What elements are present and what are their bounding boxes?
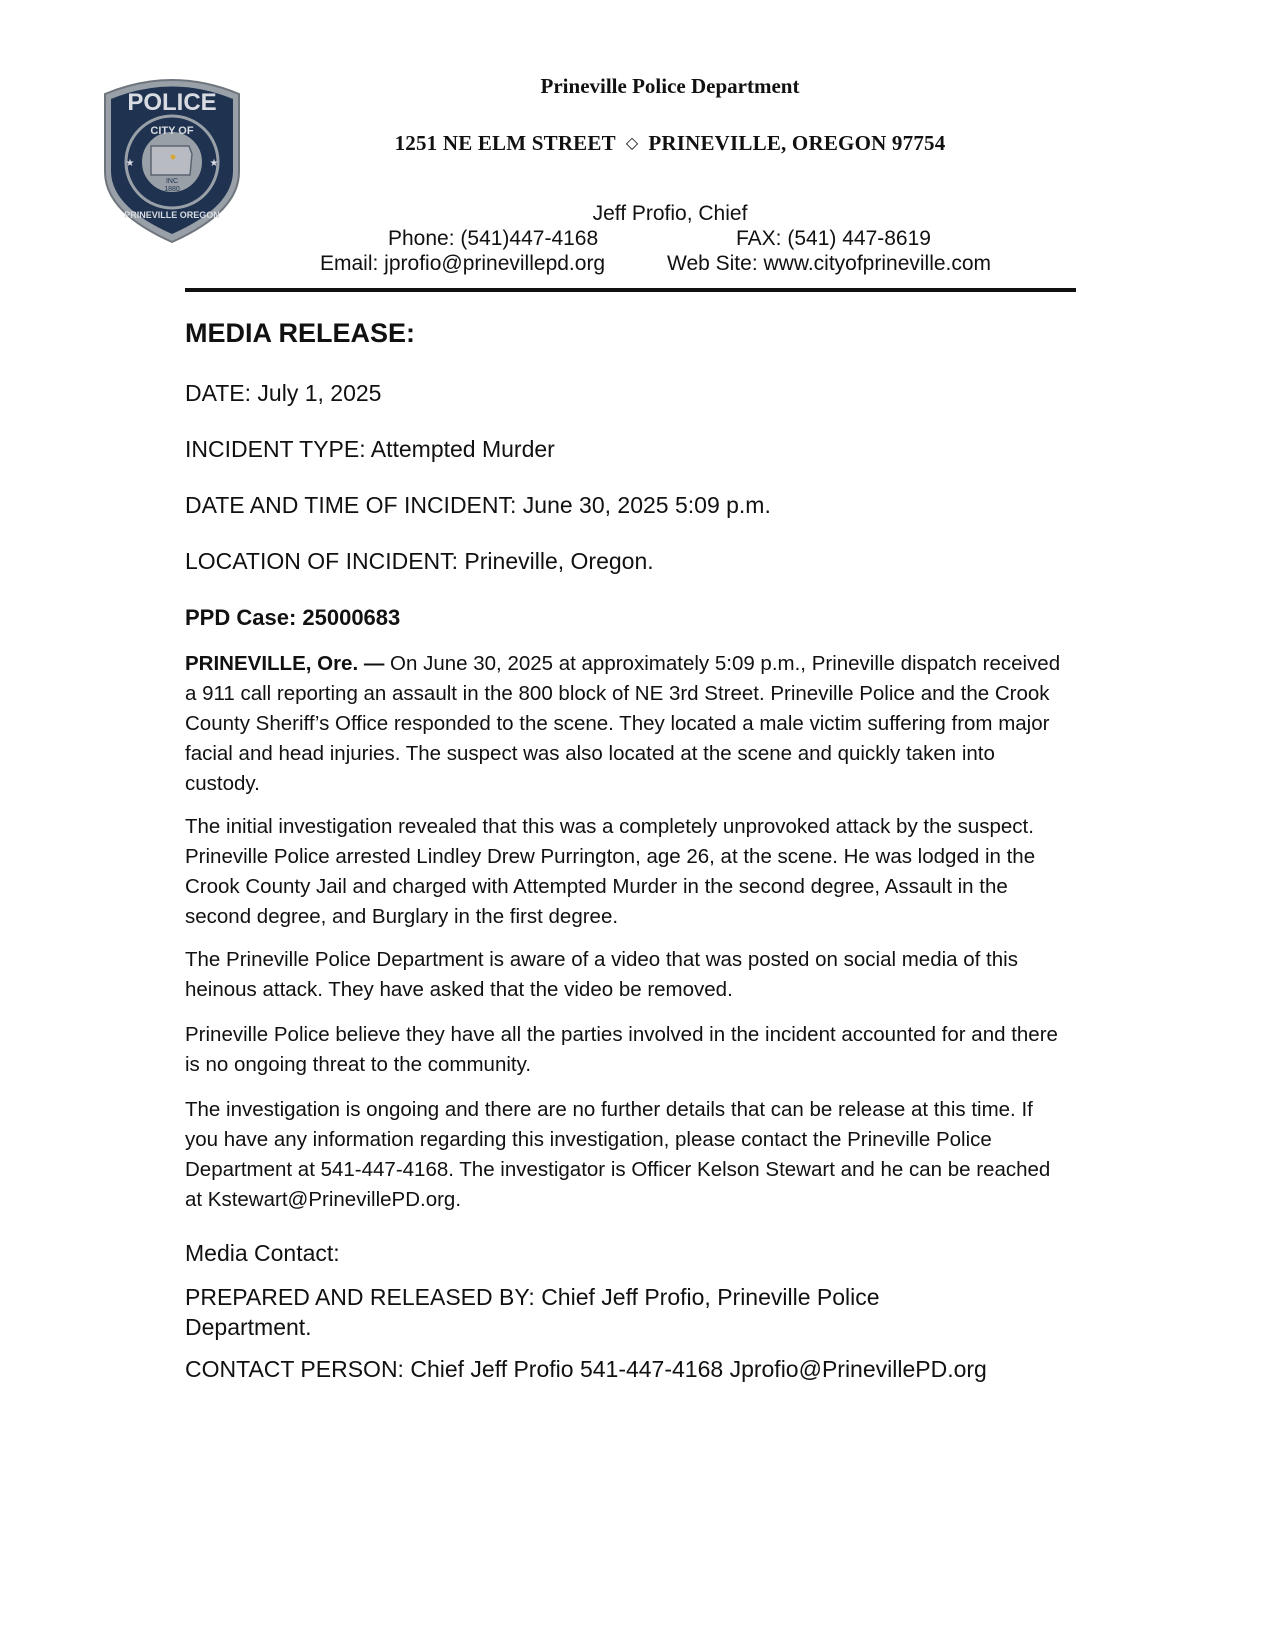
- media-contact-label: Media Contact:: [185, 1240, 340, 1266]
- incident-location: LOCATION OF INCIDENT: Prineville, Oregon.: [185, 548, 654, 574]
- media-release-title: MEDIA RELEASE:: [185, 318, 416, 348]
- police-badge-logo: [97, 72, 247, 244]
- department-address: [300, 131, 1040, 156]
- contact-person: CONTACT PERSON: Chief Jeff Profio 541-447-4168 Jprofio@PrinevillePD.org: [185, 1356, 987, 1382]
- incident-type: INCIDENT TYPE: Attempted Murder: [185, 436, 555, 462]
- ppd-case-number: PPD Case: 25000683: [185, 605, 401, 630]
- chief-name: Jeff Profio, Chief: [592, 202, 748, 225]
- department-name: Prineville Police Department: [540, 74, 800, 98]
- badge-star-icon: ★: [125, 158, 135, 169]
- incident-datetime: DATE AND TIME OF INCIDENT: June 30, 2025 5:09 p.m.: [185, 492, 771, 518]
- fax-number: FAX: (541) 447-8619: [736, 227, 931, 250]
- badge-police-text: POLICE: [127, 89, 217, 116]
- email-address: Email: jprofio@prinevillepd.org: [320, 252, 606, 275]
- phone-number: Phone: (541)447-4168: [388, 227, 599, 250]
- address-street: 1251 NE ELM STREET: [394, 131, 616, 155]
- prepared-by: PREPARED AND RELEASED BY: Chief Jeff Profio, Prineville Police Department.: [185, 1284, 880, 1340]
- paragraph-2: The initial investigation revealed that this was a completely unprovoked attack by the suspect. Prineville Police arrested Lindley Drew Purrington, age 26, at the scene. He was lodged in the Crook County Jail and charged with Attempted Murder in the second degree, Assault in the second degree, and Burglary in the first degree.: [185, 815, 1036, 928]
- badge-star-icon: ★: [209, 158, 219, 169]
- badge-city-of-text: CITY OF: [150, 125, 194, 137]
- address-city: PRINEVILLE, OREGON 97754: [648, 131, 946, 155]
- diamond-separator-icon: ◇: [625, 135, 639, 152]
- badge-ring-bottom-text: PRINEVILLE OREGON: [124, 210, 220, 220]
- badge-inc-text: INC: [165, 178, 179, 185]
- paragraph-3: The Prineville Police Department is aware of a video that was posted on social media of this heinous attack. They have asked that the video be removed.: [185, 948, 1018, 1001]
- paragraph-5: The investigation is ongoing and there are no further details that can be release at this time. If you have any information regarding this investigation, please contact the Prineville Police Department at 541-447-4168. The investigator is Officer Kelson Stewart and he can be reached at Kstewart@PrinevillePD.org.: [185, 1098, 1051, 1211]
- badge-year-text: 1880: [164, 186, 180, 193]
- release-date: DATE: July 1, 2025: [185, 380, 382, 406]
- website-address: Web Site: www.cityofprineville.com: [667, 252, 992, 275]
- paragraph-1-text: On June 30, 2025 at approximately 5:09 p.m., Prineville dispatch received a 911 call reporting an assault in the 800 block of NE 3rd Street. Prineville Police and the Crook County Sheriff’s Office responded to the scene. They located a male victim suffering from major facial and head injuries. The suspect was also located at the scene and quickly taken into custody.: [185, 652, 1061, 795]
- paragraph-1: [185, 649, 1065, 799]
- header-divider: [185, 288, 1076, 292]
- paragraph-4: Prineville Police believe they have all the parties involved in the incident accounted for and there is no ongoing threat to the community.: [185, 1023, 1058, 1076]
- paragraph-1-lead: PRINEVILLE, Ore. —: [185, 652, 385, 675]
